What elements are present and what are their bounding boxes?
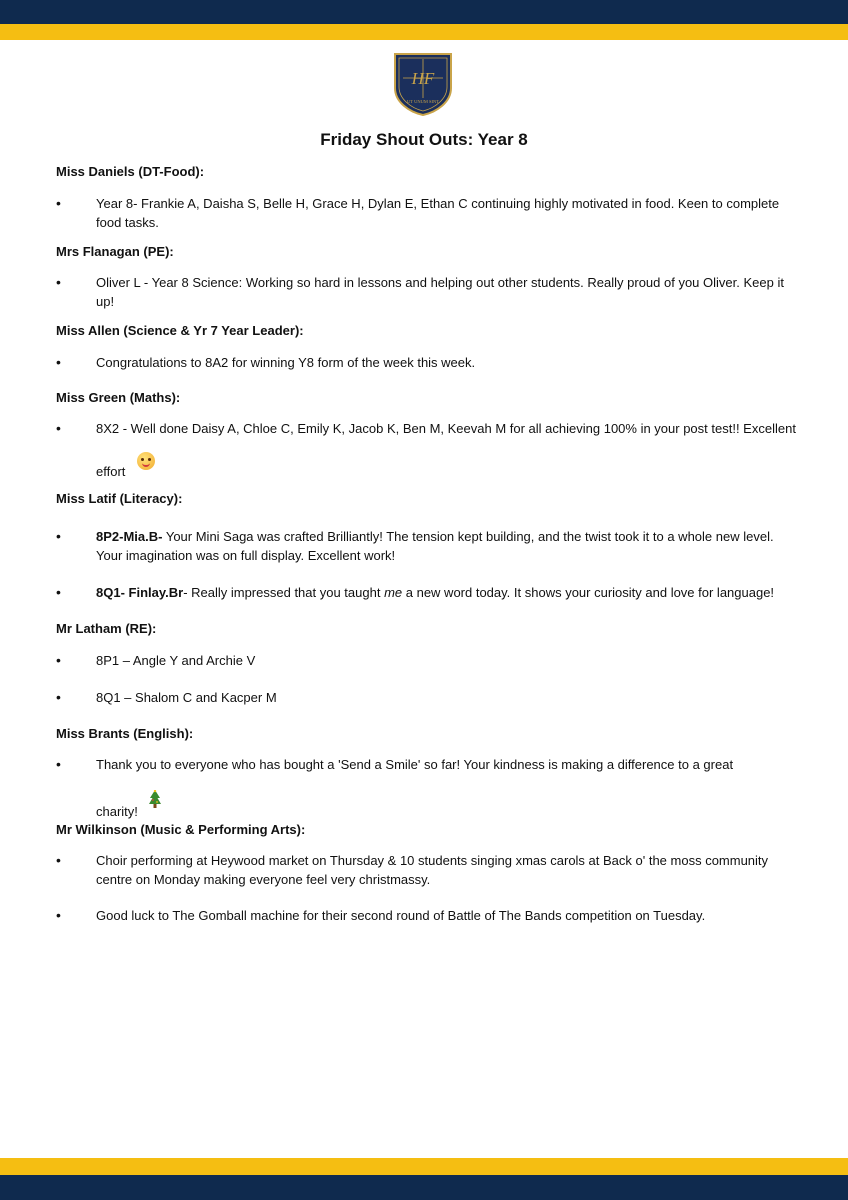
crest-motto: UT UNUM SINT — [407, 99, 439, 104]
list-item-text: 8Q1 – Shalom C and Kacper M — [96, 690, 277, 705]
bullet-icon: • — [56, 528, 61, 544]
section-heading-green: Miss Green (Maths): — [56, 390, 181, 405]
list-item-text: effort — [96, 464, 126, 479]
section-heading-brants: Miss Brants (English): — [56, 726, 194, 741]
crest-monogram: HF — [411, 69, 435, 88]
section-heading-daniels: Miss Daniels (DT-Food): — [56, 164, 205, 179]
list-item-text: 8P1 – Angle Y and Archie V — [96, 653, 256, 668]
bullet-icon: • — [56, 584, 61, 600]
bullet-icon: • — [56, 907, 61, 923]
list-item-text: 8X2 - Well done Daisy A, Chloe C, Emily K, Jacob K, Ben M, Keevah M for all achieving 100% in your post test!! Excellent — [96, 421, 796, 436]
bullet-icon: • — [56, 756, 61, 772]
section-heading-latham: Mr Latham (RE): — [56, 621, 157, 636]
section-heading-wilkinson: Mr Wilkinson (Music & Performing Arts): — [56, 822, 306, 837]
header-gold-band — [0, 24, 848, 40]
student-name: 8P2-Mia.B- — [96, 529, 163, 544]
bullet-icon: • — [56, 195, 61, 211]
list-item-text: charity! — [96, 804, 138, 819]
list-item-text: Oliver L - Year 8 Science: Working so hard in lessons and helping out other students. Really proud of you Oliver. Keep it up! — [96, 275, 784, 309]
section-heading-latif: Miss Latif (Literacy): — [56, 491, 183, 506]
christmas-tree-icon — [148, 790, 162, 810]
page-title: Friday Shout Outs: Year 8 — [320, 130, 528, 149]
bullet-icon: • — [56, 354, 61, 370]
list-item-text: Year 8- Frankie A, Daisha S, Belle H, Grace H, Dylan E, Ethan C continuing highly motivated in food. Keen to complete food tasks. — [96, 196, 780, 230]
footer-navy-band — [0, 1175, 848, 1200]
school-crest-logo — [391, 52, 455, 116]
bullet-icon: • — [56, 852, 61, 868]
section-heading-flanagan: Mrs Flanagan (PE): — [56, 244, 174, 259]
bullet-icon: • — [56, 689, 61, 705]
emphasis-text: me — [384, 585, 403, 600]
student-name: 8Q1- Finlay.Br — [96, 585, 184, 600]
bullet-icon: • — [56, 652, 61, 668]
footer-gold-band — [0, 1158, 848, 1175]
list-item-text: Your Mini Saga was crafted Brilliantly! The tension kept building, and the twist took it to a whole new level. Your imagination was on full display. Excellent work! — [96, 529, 774, 563]
list-item-text: Good luck to The Gomball machine for their second round of Battle of The Bands competition on Tuesday. — [96, 908, 706, 923]
list-item-text: - Really impressed that you taught — [183, 585, 385, 600]
list-item-text: a new word today. It shows your curiosity and love for language! — [402, 585, 775, 600]
section-heading-allen: Miss Allen (Science & Yr 7 Year Leader): — [56, 323, 304, 338]
header-navy-band — [0, 0, 848, 24]
list-item-text: Choir performing at Heywood market on Thursday & 10 students singing xmas carols at Back o' the moss community centre on Monday making everyone feel very christmassy. — [96, 853, 769, 887]
list-item-text: Congratulations to 8A2 for winning Y8 form of the week this week. — [96, 355, 476, 370]
bullet-icon: • — [56, 420, 61, 436]
bullet-icon: • — [56, 274, 61, 290]
list-item-text: Thank you to everyone who has bought a 'Send a Smile' so far! Your kindness is making a difference to a great — [96, 757, 734, 772]
smiley-face-icon — [137, 452, 155, 470]
